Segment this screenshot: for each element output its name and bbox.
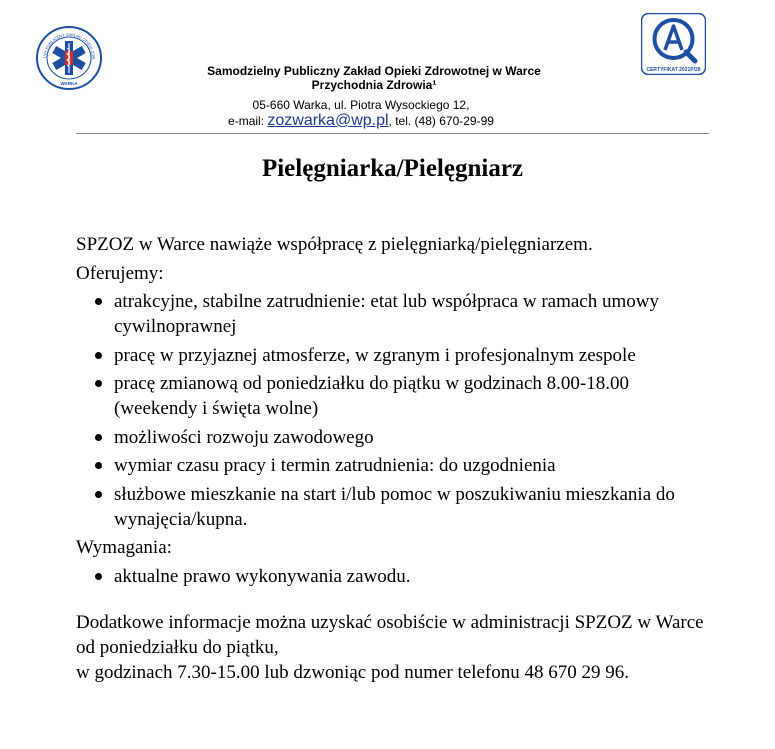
offer-list bbox=[76, 289, 716, 532]
organization-name: Samodzielny Publiczny Zakład Opieki Zdrowotnej w Warce bbox=[207, 64, 541, 78]
requirements-list bbox=[76, 564, 716, 589]
quality-certificate-logo bbox=[641, 13, 706, 75]
intro-text: SPZOZ w Warce nawiąże współpracę z pielęgniarką/pielęgniarzem. bbox=[76, 234, 593, 255]
job-description bbox=[76, 232, 716, 685]
logo-ring-text: LNY PUBLICZNY ZAKŁAD OPIEKI ZDR bbox=[41, 31, 97, 60]
phone-text: , tel. (48) 670-29-99 bbox=[388, 114, 494, 128]
offer-item: pracę zmianową od poniedziałku do piątku w godzinach 8.00-18.00 (weekendy i święta wolne) bbox=[76, 371, 716, 421]
footer-hours: w godzinach 7.30-15.00 lub dzwoniąc pod numer telefonu 48 670 29 96. bbox=[76, 662, 629, 683]
contact-line bbox=[200, 112, 522, 130]
email-label: e-mail: bbox=[228, 114, 268, 128]
requirement-item: aktualne prawo wykonywania zawodu. bbox=[76, 564, 716, 589]
organization-unit: Przychodnia Zdrowia¹ bbox=[311, 78, 437, 92]
requirements-heading: Wymagania: bbox=[76, 537, 172, 558]
certificate-label: CERTYFIKAT 2021P/28 bbox=[646, 67, 701, 73]
email-link[interactable]: zozwarka@wp.pl bbox=[267, 112, 389, 129]
clinic-logo bbox=[36, 26, 102, 90]
offer-item: atrakcyjne, stabilne zatrudnienie: etat lub współpraca w ramach umowy cywilnoprawnej bbox=[76, 289, 716, 339]
offer-heading: Oferujemy: bbox=[76, 262, 164, 284]
logo-city-text: WARKA bbox=[60, 81, 78, 86]
offer-item: służbowe mieszkanie na start i/lub pomoc w poszukiwaniu mieszkania do wynajęcia/kupna. bbox=[76, 482, 716, 532]
page-title: Pielęgniarka/Pielęgniarz bbox=[261, 155, 524, 182]
offer-item: pracę w przyjaznej atmosferze, w zgranym i profesjonalnym zespole bbox=[76, 343, 716, 368]
footer-info: Dodatkowe informacje można uzyskać osobiście w administracji SPZOZ w Warce od poniedziałku do piątku, bbox=[76, 612, 704, 658]
address: 05-660 Warka, ul. Piotra Wysockiego 12, bbox=[252, 98, 470, 112]
header-divider bbox=[76, 133, 709, 134]
offer-item: możliwości rozwoju zawodowego bbox=[76, 425, 716, 450]
offer-item: wymiar czasu pracy i termin zatrudnienia: do uzgodnienia bbox=[76, 453, 716, 478]
